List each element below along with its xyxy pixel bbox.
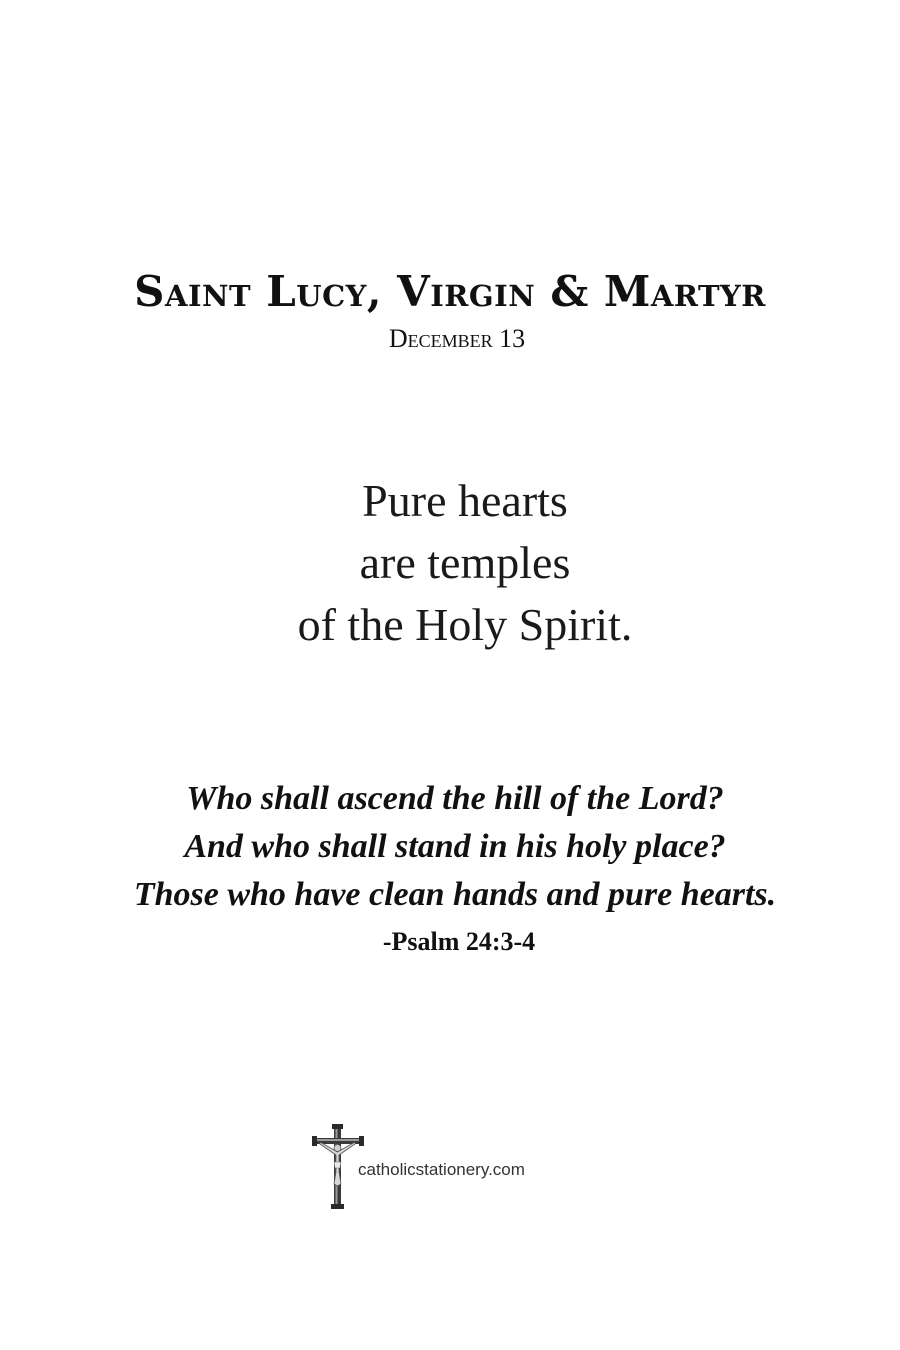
scripture-citation: -Psalm 24:3-4 bbox=[382, 927, 536, 956]
scripture-block bbox=[0, 775, 900, 919]
page-title: Saint Lucy, Virgin & Martyr bbox=[134, 267, 766, 316]
feast-date: December 13 bbox=[388, 324, 526, 353]
quote-line: Pure hearts bbox=[362, 475, 568, 526]
scripture-line: Who shall ascend the hill of the Lord? bbox=[186, 780, 724, 817]
scripture-line: And who shall stand in his holy place? bbox=[184, 828, 726, 865]
scripture-line: Those who have clean hands and pure hearts. bbox=[133, 876, 777, 913]
quote-line: of the Holy Spirit. bbox=[297, 599, 633, 650]
quote-line: are temples bbox=[359, 537, 571, 588]
website-link[interactable]: catholicstationery.com bbox=[358, 1160, 525, 1179]
footer bbox=[310, 1124, 610, 1214]
quote-block bbox=[0, 470, 900, 656]
